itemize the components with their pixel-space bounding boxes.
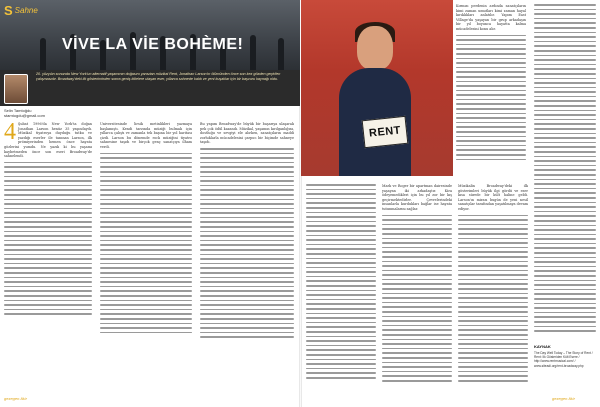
text-lines	[458, 215, 528, 382]
text-lines	[306, 184, 376, 379]
column-right-1	[306, 184, 376, 392]
column-text: Müzikalin Broadway'deki ilk gösterimleri büyük ilgi gördü ve eser kısa sürede bir kült haline geldi. Larson'ın mirası bugün de yeni nesil sanatçılar tarafından yaşatılmaya devam ediyor.	[458, 184, 528, 211]
footer-left: gezegen-fikir	[4, 396, 27, 401]
article-title: VİVE LA VİE BOHÈME!	[62, 36, 244, 53]
author-avatar	[4, 74, 28, 104]
drop-cap: 4	[4, 122, 16, 145]
intro-text: 20. yüzyılın sonunda New York'un alternatif yaşamının doğasını yansıtan müzikal Rent, Jonathan Larson'ın ölümünden önce son kez gözden geçirilen çalışmasıdır. Broadway'deki ilk gösteriminden sonra geniş kitlelere ulaşan eser, yıllarca sahnede kaldı ve yeni kuşaklar için bir başvuru kaynağı oldu.	[36, 72, 281, 81]
column-text: Universitesinde lirsik metinlikleri yazmaya başlamıştı. Kendi tarzında müziği bulmak için yıllarca çalıştı ve zamanla tek başına bir yol haritası çizdi. Larson bu dönemde rock müziğini tiyatro sahnesine taşıdı ve birçok genç sanatçıya ilham verdi.	[100, 122, 192, 149]
column-left-3	[200, 122, 294, 392]
column-left-2	[100, 122, 192, 392]
actor-figure	[339, 26, 409, 176]
footer-right: gezegen-fikir	[552, 396, 575, 401]
text-lines	[534, 4, 596, 332]
author-name: Selin Tamtoğdu	[4, 108, 32, 113]
column-text: Bu yapım Broadway'de büyük bir başarıya ulaşarak pek çok ödül kazandı. Müzikal, yaşamın kırılganlığını, dostluğu ve sevgiyi ele alırken, sanatçıların maddi zorluklarla mücadelesini çarpıcı bir biçimde sahneye taşıdı.	[200, 122, 294, 145]
rent-sign-text: RENT	[368, 124, 402, 140]
sources-title: KAYNAK	[534, 344, 551, 349]
sources-list: The Day Well Today – The Story of Rent / Rent: İlk Gösteriden Kült Esere / http://www.rentmusical.com/ / www.siteadi.org/rent-broadway.php	[534, 351, 593, 368]
text-lines	[100, 153, 192, 334]
rent-sign	[362, 116, 409, 148]
text-lines	[456, 35, 526, 161]
column-right-top	[456, 4, 526, 176]
actor-photo	[301, 0, 453, 176]
text-lines	[382, 215, 452, 382]
column-right-far	[534, 4, 596, 340]
column-right-3	[458, 184, 528, 392]
column-text: Şubat 1996'da New York'ta doğan Jonathan Larson henüz 35 yaşındaydı. Müzikal tiyatroya duyduğu tutku ve yazdığı eserler ile tanınan Larson, ilk prömiyerinden hemen önce hayata gözlerini yumdu. Ne yazık ki bu yaşamı kaybetmeden önce son eseri Broadway'de sahnelendi.	[4, 122, 92, 159]
column-left-1	[4, 122, 92, 392]
column-text: Mark ve Roger bir apartman dairesinde yaşayan iki arkadaştır. Kira ödeyemedikleri için bu yıl zor bir kış geçirmektedirler. Çevrelerindeki insanlarla kurdukları bağlar ise hayata tutunmalarını sağlar.	[382, 184, 452, 211]
section-initial: S	[4, 3, 13, 18]
column-text: Kırmızı perdenin ardında sanatçıların kimi zaman umutları kimi zaman hayal kırıklıkları anlatılır. Yapım East Village'da yaşayan bir grup arkadaşın bir yıl boyunca hayatta kalma mücadelesini konu alır.	[456, 4, 526, 31]
author-email[interactable]: stamtogdu@gmail.com	[4, 113, 45, 118]
text-lines	[4, 162, 92, 315]
section-name: Sahne	[14, 6, 38, 15]
text-lines	[200, 148, 294, 338]
author-byline	[4, 108, 45, 118]
column-right-2	[382, 184, 452, 392]
section-label	[4, 3, 38, 18]
title-band	[0, 30, 300, 70]
actor-head	[357, 26, 393, 70]
